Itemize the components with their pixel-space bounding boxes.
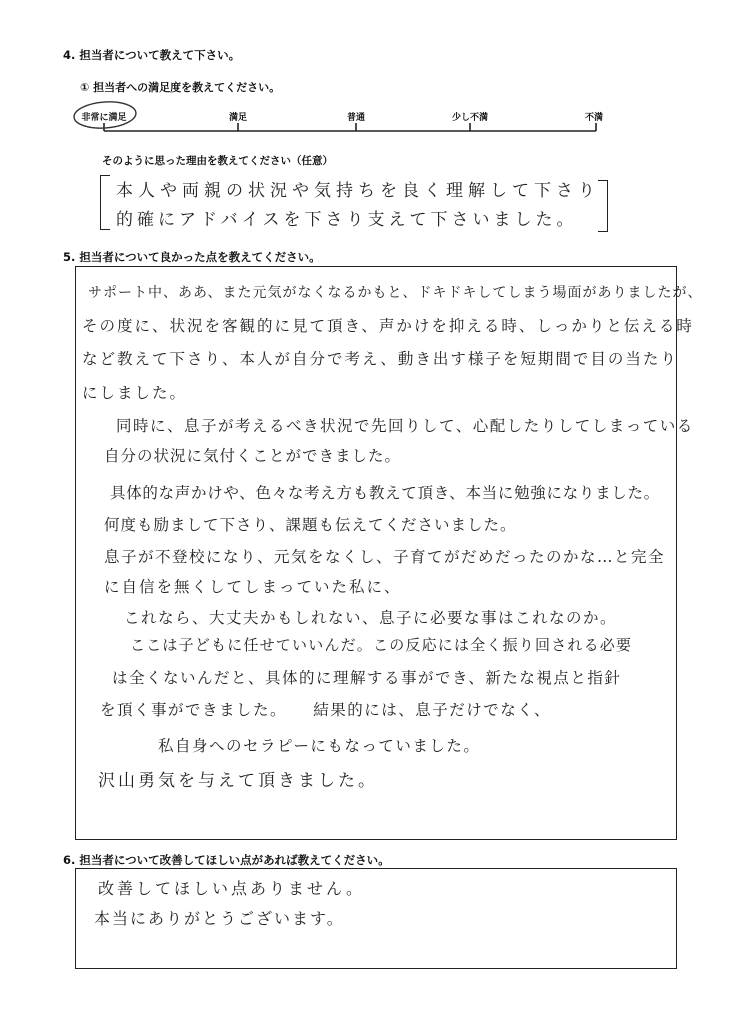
scale-label-dissatisfied: 不満 [584, 113, 604, 123]
section4-title: 4. 担当者について教えて下さい。 [63, 48, 241, 62]
reason-line-1: 本人や両親の状況や気持ちを良く理解して下さり [116, 181, 600, 201]
answer5-line-16: 沢山勇気を与えて頂きました。 [98, 771, 378, 791]
reason-bracket-left [100, 175, 110, 230]
scale-label-neutral: 普通 [346, 113, 366, 123]
answer5-line-8: 何度も励まして下さり、課題も伝えてくださいました。 [104, 516, 517, 534]
answer5-line-11: これなら、大丈夫かもしれない、息子に必要な事はこれなのか。 [124, 609, 618, 627]
answer5-line-10: に自信を無くしてしまっていた私に、 [104, 578, 402, 596]
reason-line-2: 的確にアドバイスを下さり支えて下さいました。 [116, 210, 578, 230]
answer5-line-12: ここは子どもに任せていいんだ。この反応には全く振り回される必要 [130, 636, 633, 654]
answer5-line-14: を頂く事ができました。 結果的には、息子だけでなく、 [100, 701, 551, 719]
selection-circle [73, 100, 137, 130]
section6-title: 6. 担当者について改善してほしい点があれば教えてください。 [63, 853, 390, 867]
answer5-line-3: など教えて下さり、本人が自分で考え、動き出す様子を短期間で目の当たり [82, 350, 678, 368]
scale-line [60, 95, 620, 145]
answer5-line-9: 息子が不登校になり、元気をなくし、子育てがだめだったのかな…と完全 [104, 548, 666, 566]
answer6-line-1: 改善してほしい点ありません。 [98, 879, 365, 898]
answer5-line-2: その度に、状況を客観的に見て頂き、声かけを抑える時、しっかりと伝える時 [82, 317, 694, 335]
reason-prompt: そのように思った理由を教えてください（任意） [102, 155, 333, 167]
scale-label-satisfied: 満足 [228, 113, 248, 123]
answer5-line-6: 自分の状況に気付くことができました。 [104, 447, 402, 465]
answer6-line-2: 本当にありがとうございます。 [94, 909, 345, 928]
scale-label-slightly-dissatisfied: 少し不満 [451, 113, 489, 123]
answer5-line-5: 同時に、息子が考えるべき状況で先回りして、心配したりしてしまっている [116, 417, 694, 435]
answer5-line-7: 具体的な声かけや、色々な考え方も教えて頂き、本当に勉強になりました。 [110, 484, 660, 502]
answer5-line-4: にしました。 [82, 384, 188, 402]
answer5-line-1: サポート中、ああ、また元気がなくなるかもと、ドキドキしてしまう場面がありましたが、 [88, 285, 703, 301]
scale-label-very-satisfied: 非常に満足 [81, 113, 127, 123]
answer5-line-15: 私自身へのセラピーにもなっていました。 [158, 737, 481, 755]
answer5-line-13: は全くないんだと、具体的に理解する事ができ、新たな視点と指針 [112, 669, 622, 687]
section5-title: 5. 担当者について良かった点を教えてください。 [63, 250, 321, 264]
q1-title: ① 担当者への満足度を教えてください。 [80, 81, 281, 94]
